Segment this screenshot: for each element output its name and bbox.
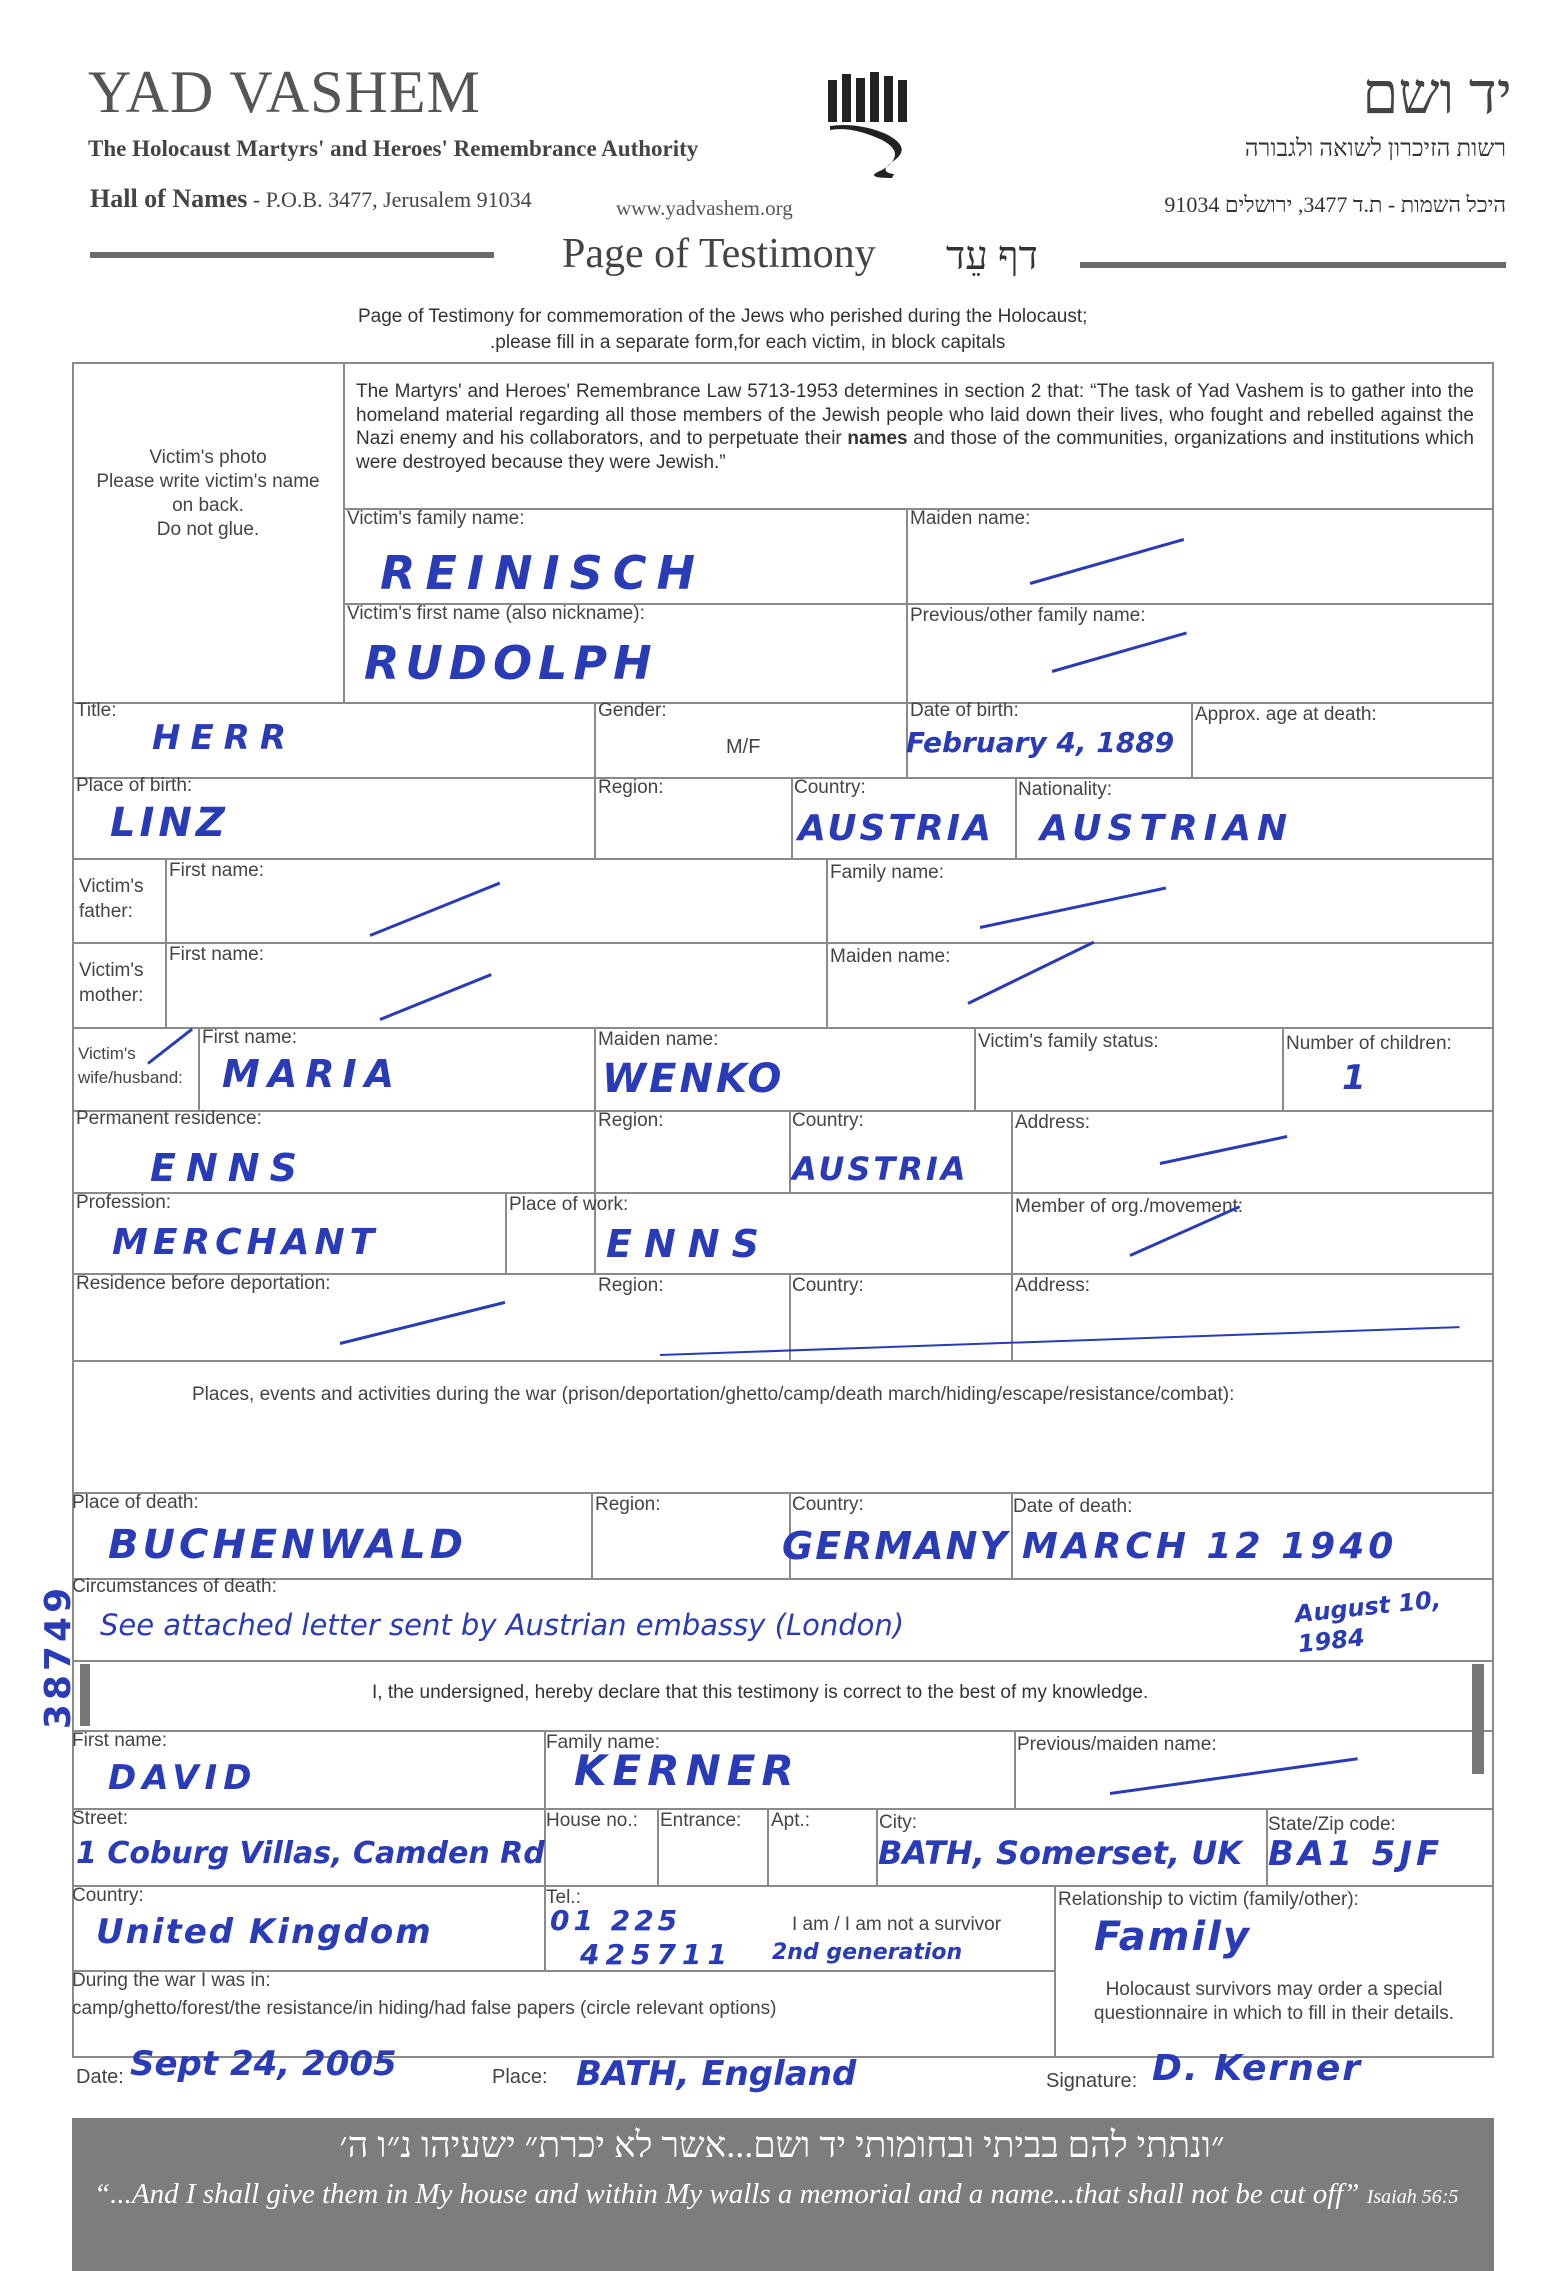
label-residence-before-deportation: Residence before deportation: bbox=[76, 1273, 331, 1294]
form-title-hebrew: דף עֵד bbox=[946, 233, 1038, 278]
hw-street: 1 Coburg Villas, Camden Rd bbox=[76, 1836, 545, 1871]
hw-residence-country: AUSTRIA bbox=[792, 1150, 969, 1188]
survivors-note bbox=[1058, 1978, 1490, 2026]
label-permanent-residence: Permanent residence: bbox=[76, 1108, 262, 1129]
hw-death-country: GERMANY bbox=[782, 1524, 1009, 1568]
label-mother-maiden-name: Maiden name: bbox=[830, 946, 951, 967]
label-house-no: House no.: bbox=[546, 1810, 638, 1831]
label-first-name-nick: Victim's first name (also nickname): bbox=[347, 603, 645, 624]
photo-box-line-3: on back. bbox=[172, 495, 244, 516]
label-victims-2: Victim's bbox=[79, 960, 144, 981]
website: www.yadvashem.org bbox=[616, 196, 793, 220]
declaration-text: I, the undersigned, hereby declare that this testimony is correct to the best of my knowledge. bbox=[372, 1682, 1149, 1703]
label-victims-father bbox=[79, 874, 144, 924]
hw-place-of-work: ENNS bbox=[606, 1222, 771, 1266]
hall-of-names bbox=[90, 184, 532, 214]
hw-tel-1: 01 225 bbox=[550, 1904, 682, 1937]
intro-line-1: Page of Testimony for commemoration of the Jews who perished during the Holocaust; bbox=[358, 306, 1088, 327]
hw-spouse-first-name: MARIA bbox=[222, 1052, 403, 1096]
label-nationality: Nationality: bbox=[1018, 779, 1112, 800]
label-entrance: Entrance: bbox=[660, 1810, 742, 1831]
hw-number-of-children: 1 bbox=[1342, 1058, 1370, 1098]
photo-box-line-2: Please write victim's name bbox=[96, 471, 320, 492]
label-apt: Apt.: bbox=[771, 1810, 811, 1831]
label-residence-address: Address: bbox=[1015, 1112, 1090, 1133]
label-signature: Signature: bbox=[1046, 2070, 1138, 2092]
label-during-war: During the war I was in: bbox=[72, 1970, 271, 1991]
hw-zip: BA1 5JF bbox=[1268, 1834, 1444, 1874]
label-submitter-first-name: First name: bbox=[72, 1730, 168, 1751]
label-city: City: bbox=[879, 1812, 917, 1833]
label-father: father: bbox=[79, 901, 133, 922]
hw-title: HERR bbox=[152, 718, 297, 758]
label-number-of-children: Number of children: bbox=[1286, 1033, 1452, 1054]
hw-relationship: Family bbox=[1094, 1914, 1251, 1960]
photo-box bbox=[74, 446, 342, 542]
label-father-first-name: First name: bbox=[169, 860, 265, 881]
label-submitter-family-name: Family name: bbox=[546, 1732, 661, 1753]
hw-date: Sept 24, 2005 bbox=[130, 2044, 397, 2084]
label-street: Street: bbox=[72, 1808, 128, 1829]
label-gender: Gender: bbox=[598, 700, 667, 721]
side-number: 38749 bbox=[38, 1583, 80, 1730]
hw-place: BATH, England bbox=[576, 2054, 857, 2094]
label-profession: Profession: bbox=[76, 1192, 172, 1213]
label-residence-country: Country: bbox=[792, 1110, 864, 1131]
photo-box-line-1: Victim's photo bbox=[149, 447, 267, 468]
hw-city: BATH, Somerset, UK bbox=[878, 1834, 1242, 1872]
org-subtitle: The Holocaust Martyrs' and Heroes' Remembrance Authority bbox=[88, 136, 699, 161]
hall-of-names-label: Hall of Names bbox=[90, 184, 248, 213]
hw-submitter-family-name: KERNER bbox=[574, 1746, 800, 1795]
label-circumstances: Circumstances of death: bbox=[72, 1576, 277, 1597]
label-previous-maiden-name: Previous/maiden name: bbox=[1017, 1734, 1217, 1755]
law-text-names: names bbox=[847, 428, 908, 449]
label-spouse-maiden-name: Maiden name: bbox=[598, 1029, 719, 1050]
form-title: Page of Testimony bbox=[562, 231, 876, 277]
hw-circumstances: See attached letter sent by Austrian embassy (London) bbox=[100, 1608, 905, 1642]
hw-birth-country: AUSTRIA bbox=[798, 808, 994, 849]
hw-tel-2: 425711 bbox=[580, 1938, 733, 1971]
photo-box-line-4: Do not glue. bbox=[156, 519, 260, 540]
label-deportation-country: Country: bbox=[792, 1275, 864, 1296]
label-spouse-first-name: First name: bbox=[202, 1027, 298, 1048]
declaration-band bbox=[80, 1664, 90, 1726]
label-residence-region: Region: bbox=[598, 1110, 664, 1131]
hw-nationality: AUSTRIAN bbox=[1040, 808, 1294, 849]
label-places-events: Places, events and activities during the war (prison/deportation/ghetto/camp/death march/hiding/escape/resistance/combat): bbox=[192, 1384, 1235, 1405]
label-death-region: Region: bbox=[595, 1494, 661, 1515]
label-country: Country: bbox=[72, 1885, 144, 1906]
label-state-zip: State/Zip code: bbox=[1268, 1814, 1396, 1835]
label-approx-age: Approx. age at death: bbox=[1195, 704, 1377, 725]
label-victims-mother bbox=[79, 958, 144, 1008]
declaration-band-right bbox=[1472, 1664, 1484, 1774]
label-family-name: Victim's family name: bbox=[347, 508, 525, 529]
hall-address: - P.O.B. 3477, Jerusalem 91034 bbox=[247, 187, 532, 212]
label-date-of-death: Date of death: bbox=[1013, 1496, 1133, 1517]
label-maiden-name: Maiden name: bbox=[910, 508, 1031, 529]
footer-english-quote bbox=[94, 2178, 1458, 2211]
label-survivor: I am / I am not a survivor bbox=[792, 1914, 1002, 1935]
label-mother: mother: bbox=[79, 985, 144, 1006]
survivors-note-line-1: Holocaust survivors may order a special bbox=[1105, 1979, 1443, 2000]
law-text-part-1: The Martyrs' and Heroes' Remembrance Law 5713-1953 determines in section 2 that: “The task of Yad Vashem is to gather into the homeland material regarding all those members of the Jewish people who laid down their lives, who fought and rebelled against the Nazi enemy and his collaborators, and to perpetuate their bbox=[356, 381, 1474, 449]
label-father-family-name: Family name: bbox=[830, 862, 945, 883]
hw-circumstances-date: August 10, 1984 bbox=[1293, 1585, 1443, 1659]
hebrew-name: יד ושם bbox=[1362, 61, 1512, 126]
intro-line-2: .please fill in a separate form,for each victim, in block capitals bbox=[490, 332, 1006, 353]
yad-vashem-logo-icon bbox=[822, 70, 918, 180]
label-place-of-birth: Place of birth: bbox=[76, 775, 193, 796]
label-place: Place: bbox=[492, 2066, 548, 2088]
hw-signature: D. Kerner bbox=[1152, 2048, 1362, 2089]
hw-generation: 2nd generation bbox=[772, 1940, 963, 1965]
label-dob: Date of birth: bbox=[910, 700, 1019, 721]
label-member-org: Member of org./movement: bbox=[1015, 1196, 1244, 1217]
label-wife-husband: wife/husband: bbox=[78, 1068, 183, 1087]
label-deportation-region: Region: bbox=[598, 1275, 664, 1296]
label-family-status: Victim's family status: bbox=[978, 1031, 1159, 1052]
label-death-country: Country: bbox=[792, 1494, 864, 1515]
title-rule-right bbox=[1080, 262, 1506, 268]
hw-profession: MERCHANT bbox=[112, 1222, 380, 1263]
label-title: Title: bbox=[76, 700, 117, 721]
label-victims-1: Victim's bbox=[79, 876, 144, 897]
label-birth-country: Country: bbox=[794, 777, 866, 798]
label-prev-family-name: Previous/other family name: bbox=[910, 605, 1146, 626]
org-name: YAD VASHEM bbox=[88, 59, 481, 125]
label-place-of-work: Place of work: bbox=[509, 1194, 629, 1215]
law-text-part-2: and those of the communities, organizations and institutions which were destroyed because they were Jewish.” bbox=[356, 428, 1474, 473]
label-birth-region: Region: bbox=[598, 777, 664, 798]
label-during-war-options: camp/ghetto/forest/the resistance/in hiding/had false papers (circle relevant options) bbox=[72, 1998, 777, 2019]
hw-submitter-first-name: DAVID bbox=[108, 1758, 258, 1798]
label-mother-first-name: First name: bbox=[169, 944, 265, 965]
law-text bbox=[356, 380, 1474, 474]
survivors-note-line-2: questionnaire in which to fill in their details. bbox=[1093, 2003, 1455, 2024]
footer-hebrew-quote: ״ונתתי להם בביתי ובחומותי יד ושם...אשר לא יכרת״ ישעיהו נ״ו ה׳ bbox=[339, 2125, 1225, 2165]
hw-spouse-maiden-name: WENKO bbox=[602, 1056, 785, 1102]
hw-residence: ENNS bbox=[150, 1146, 307, 1190]
label-relationship: Relationship to victim (family/other): bbox=[1058, 1889, 1359, 1910]
hw-family-name: REINISCH bbox=[380, 546, 705, 600]
hw-first-name: RUDOLPH bbox=[364, 636, 658, 690]
label-place-of-death: Place of death: bbox=[72, 1492, 199, 1513]
label-date: Date: bbox=[76, 2066, 124, 2088]
hw-dob: February 4, 1889 bbox=[906, 726, 1175, 759]
hebrew-subtitle: רשות הזיכרון לשואה ולגבורה bbox=[1244, 136, 1506, 162]
label-victims-3: Victim's bbox=[78, 1044, 136, 1063]
title-rule-left bbox=[90, 252, 494, 258]
hw-country: United Kingdom bbox=[96, 1912, 433, 1952]
footer-english-text: “...And I shall give them in My house and within My walls a memorial and a name...that shall not be cut off” bbox=[94, 2178, 1360, 2210]
label-tel: Tel.: bbox=[546, 1887, 581, 1908]
hw-place-of-death: BUCHENWALD bbox=[108, 1522, 467, 1568]
label-gender-options: M/F bbox=[726, 736, 761, 758]
hebrew-address: היכל השמות - ת.ד 3477, ירושלים 91034 bbox=[1164, 192, 1506, 217]
hw-place-of-birth: LINZ bbox=[110, 800, 229, 846]
footer-citation: Isaiah 56:5 bbox=[1366, 2186, 1459, 2208]
label-deportation-address: Address: bbox=[1015, 1275, 1090, 1296]
hw-date-of-death: MARCH 12 1940 bbox=[1022, 1526, 1398, 1567]
